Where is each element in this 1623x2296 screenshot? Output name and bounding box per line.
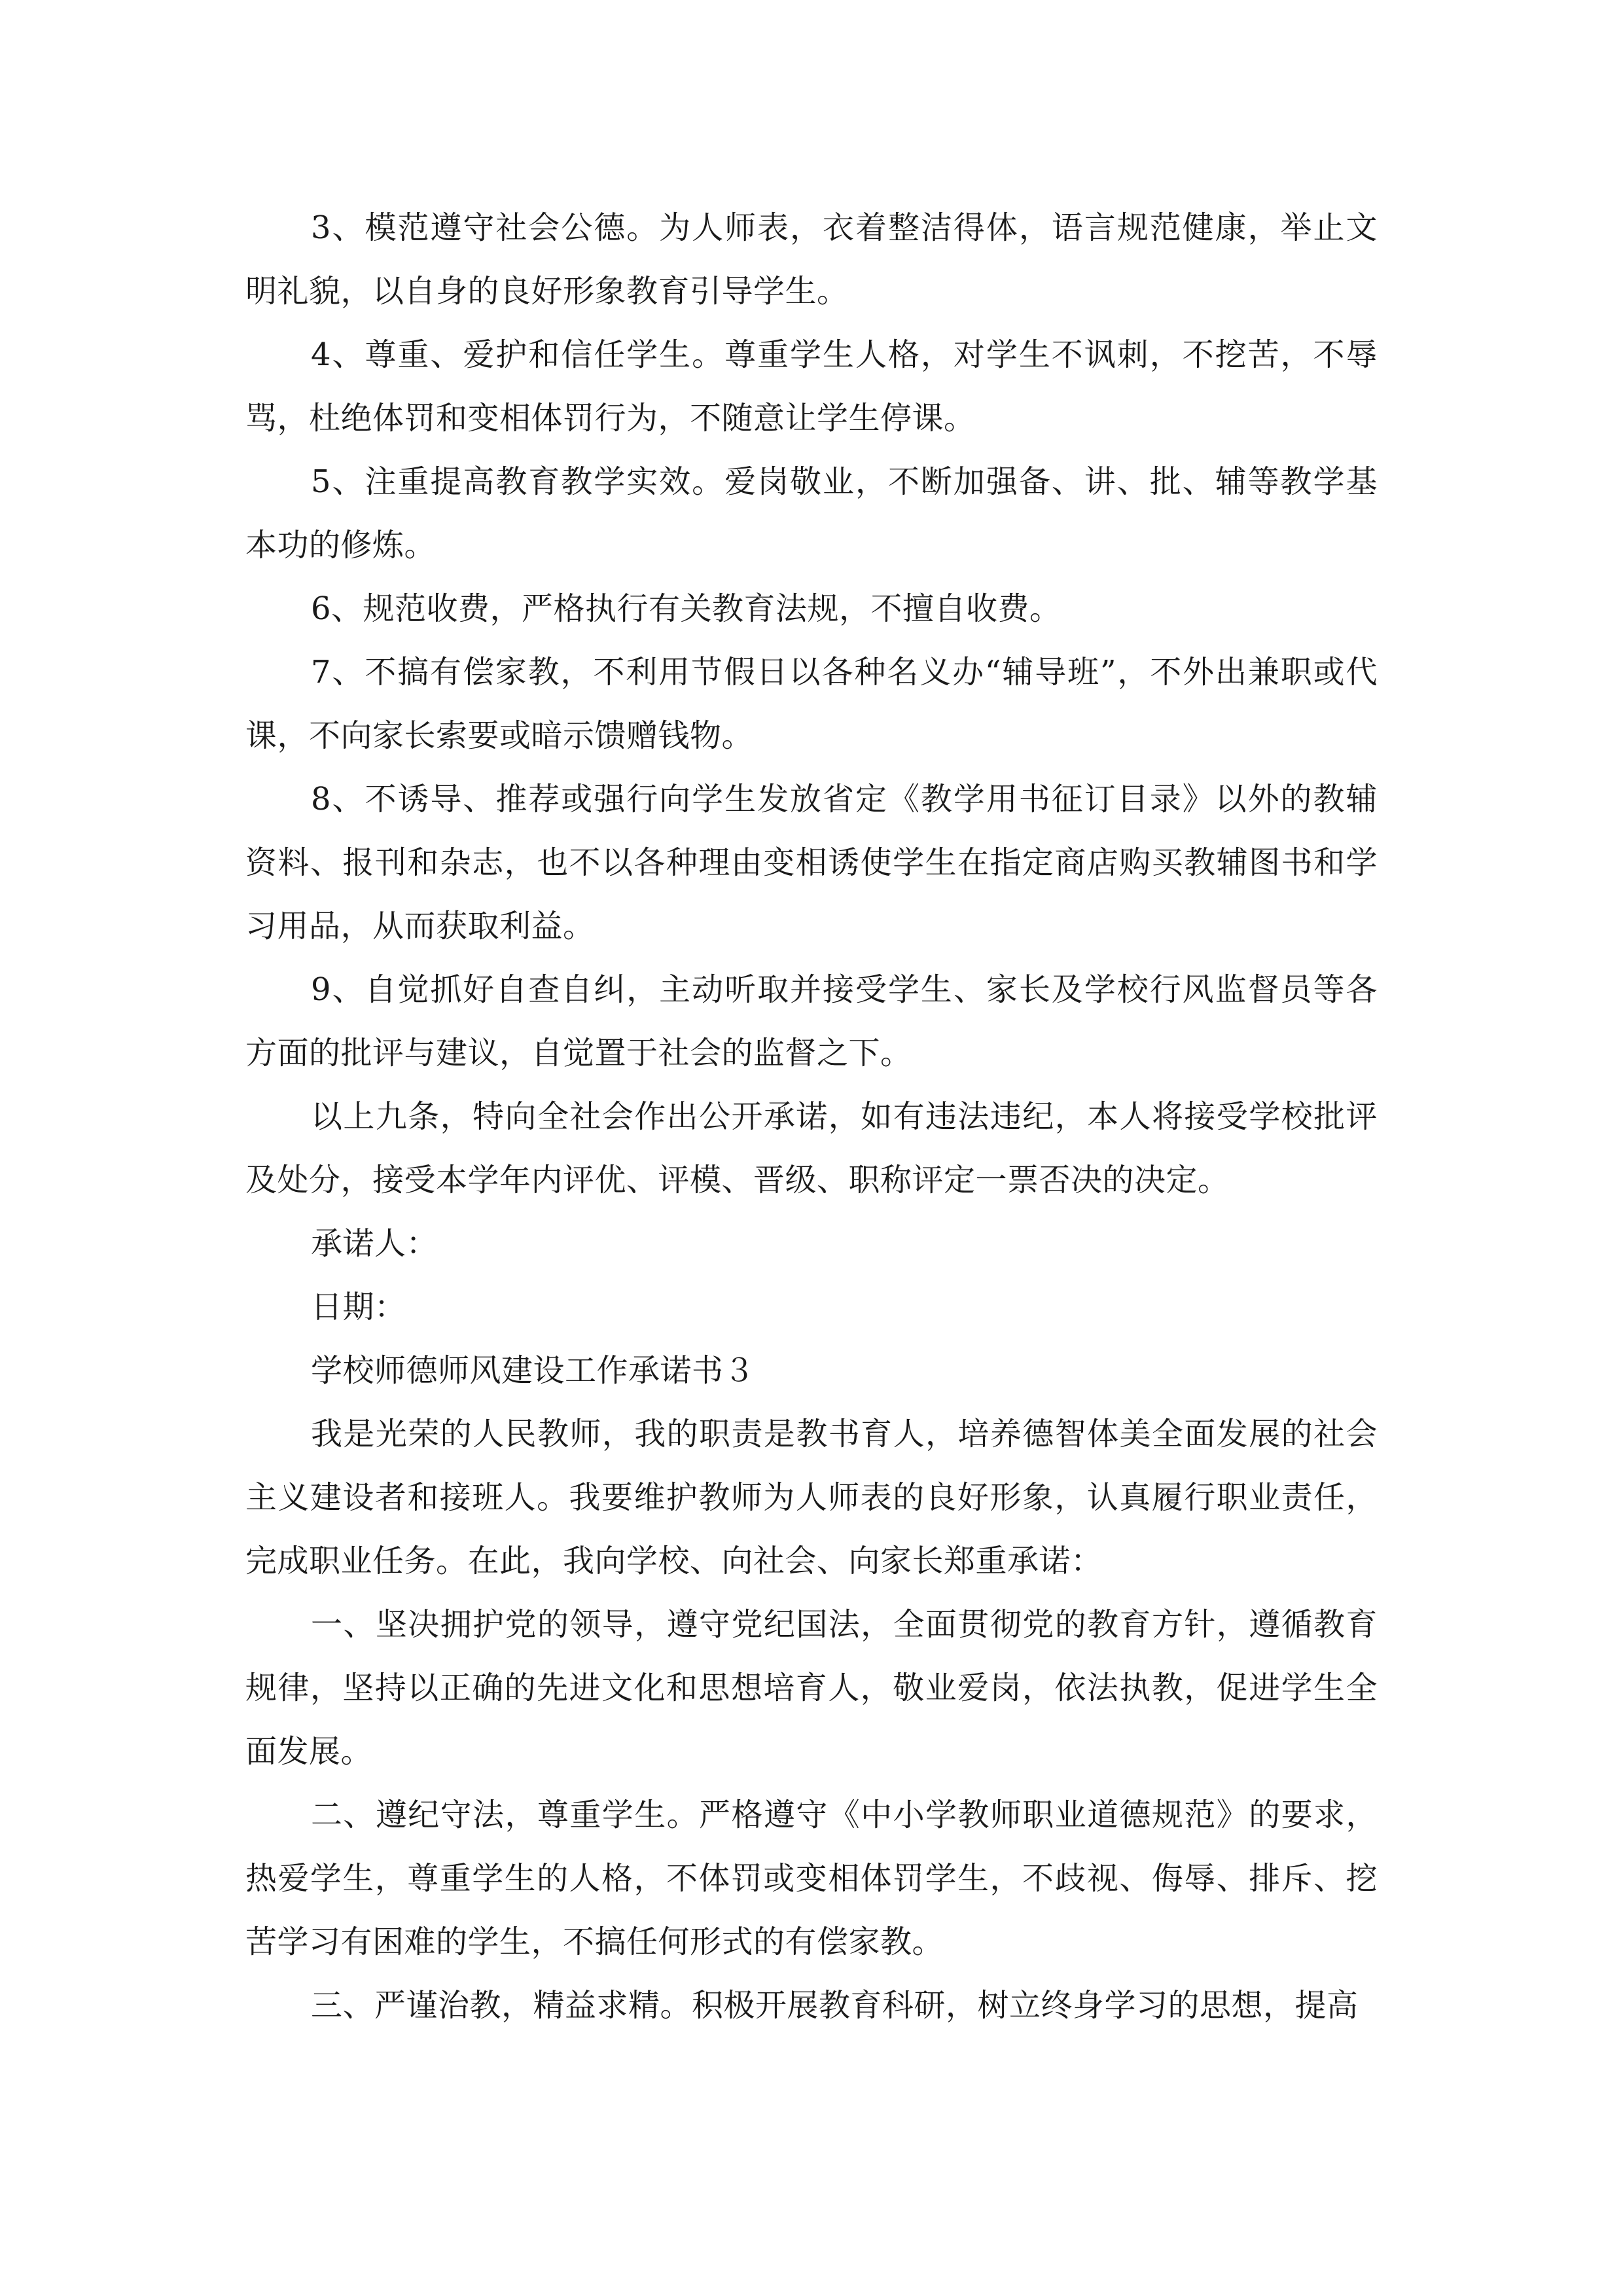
signer-label: 承诺人：	[311, 1225, 438, 1262]
section-title: 学校师德师风建设工作承诺书３	[311, 1352, 756, 1389]
date-label: 日期：	[311, 1289, 406, 1325]
document-body	[245, 196, 1378, 2037]
paragraph-item-8: 8、不诱导、推荐或强行向学生发放省定《教学用书征订目录》以外的教辅资料、报刊和杂志，也不以各种理由变相诱使学生在指定商店购买教辅图书和学习用品，从而获取利益。	[245, 781, 1378, 944]
paragraph-item-7: 7、不搞有偿家教，不利用节假日以各种名义办“辅导班”，不外出兼职或代课，不向家长索要或暗示馈赠钱物。	[245, 654, 1378, 754]
paragraph-intro: 我是光荣的人民教师，我的职责是教书育人，培养德智体美全面发展的社会主义建设者和接班人。我要维护教师为人师表的良好形象，认真履行职业责任，完成职业任务。在此，我向学校、向社会、向家长郑重承诺：	[245, 1416, 1378, 1579]
paragraph-pledge-3: 三、严谨治教，精益求精。积极开展教育科研，树立终身学习的思想，提高	[311, 1987, 1359, 2024]
paragraph-item-4: 4、尊重、爱护和信任学生。尊重学生人格，对学生不讽刺，不挖苦，不辱骂，杜绝体罚和变相体罚行为，不随意让学生停课。	[245, 336, 1378, 437]
paragraph-item-9: 9、自觉抓好自查自纠，主动听取并接受学生、家长及学校行风监督员等各方面的批评与建议，自觉置于社会的监督之下。	[245, 971, 1378, 1071]
paragraph-item-5: 5、注重提高教育教学实效。爱岗敬业，不断加强备、讲、批、辅等教学基本功的修炼。	[245, 463, 1378, 564]
paragraph-pledge-2: 二、遵纪守法，尊重学生。严格遵守《中小学教师职业道德规范》的要求，热爱学生，尊重学生的人格，不体罚或变相体罚学生，不歧视、侮辱、排斥、挖苦学习有困难的学生，不搞任何形式的有偿家教。	[245, 1797, 1378, 1960]
paragraph-pledge-1: 一、坚决拥护党的领导，遵守党纪国法，全面贯彻党的教育方针，遵循教育规律，坚持以正确的先进文化和思想培育人，敬业爱岗，依法执教，促进学生全面发展。	[245, 1606, 1378, 1770]
paragraph-summary: 以上九条，特向全社会作出公开承诺，如有违法违纪，本人将接受学校批评及处分，接受本学年内评优、评模、晋级、职称评定一票否决的决定。	[245, 1098, 1378, 1198]
paragraph-item-6: 6、规范收费，严格执行有关教育法规，不擅自收费。	[311, 590, 1061, 627]
paragraph-item-3: 3、模范遵守社会公德。为人师表，衣着整洁得体，语言规范健康，举止文明礼貌，以自身的良好形象教育引导学生。	[245, 209, 1378, 310]
